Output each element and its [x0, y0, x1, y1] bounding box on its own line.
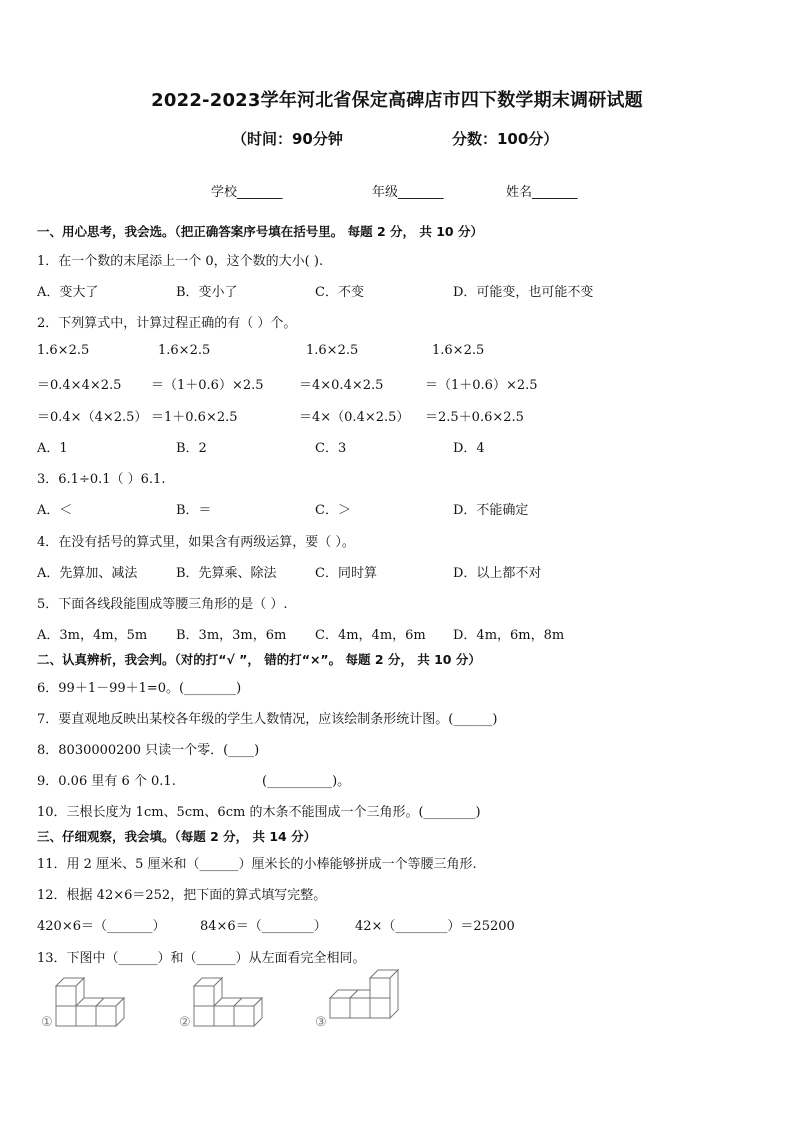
q5-option-a: A．3m，4m，5m: [37, 628, 148, 643]
q2-expr: 1.6×2.5: [158, 343, 211, 358]
question-9-blank: (__________)。: [262, 774, 351, 789]
figure-1-label: ①: [41, 1015, 53, 1030]
q2-expr: ＝0.4×4×2.5: [37, 378, 122, 393]
figure-2-cubes: [176, 975, 276, 1035]
exam-time: （时间：90分钟: [232, 130, 343, 148]
q1-option-c: C．不变: [315, 285, 364, 300]
question-6: 6．99＋1－99＋1=0。(________): [37, 681, 242, 696]
q3-option-c: C．＞: [315, 503, 351, 518]
q2-expr: 1.6×2.5: [432, 343, 485, 358]
q2-option-a: A．1: [37, 441, 68, 456]
q4-option-d: D．以上都不对: [453, 566, 542, 581]
q2-expr: ＝4×（0.4×2.5）: [299, 410, 410, 425]
q2-option-b: B．2: [176, 441, 207, 456]
q12-expr-c: 42×（________）＝25200: [355, 919, 515, 934]
name-field: 姓名_______: [506, 185, 578, 200]
q2-expr: ＝0.4×（4×2.5）: [37, 410, 148, 425]
q12-expr-a: 420×6＝（_______）: [37, 919, 166, 934]
section-1-heading: 一、用心思考，我会选。（把正确答案序号填在括号里。 每题 2 分， 共 10 分）: [37, 224, 483, 239]
question-4: 4．在没有括号的算式里，如果含有两级运算，要（ ）。: [37, 535, 355, 550]
page-title: 2022-2023学年河北省保定高碑店市四下数学期末调研试题: [151, 90, 643, 111]
q1-option-a: A．变大了: [37, 285, 99, 300]
figure-1-cubes: [38, 975, 138, 1035]
question-11: 11．用 2 厘米、5 厘米和（______）厘米长的小棒能够拼成一个等腰三角形.: [37, 857, 477, 872]
school-field: 学校_______: [211, 185, 283, 200]
figure-2-label: ②: [179, 1015, 191, 1030]
q3-option-b: B．＝: [176, 503, 212, 518]
q1-option-d: D．可能变，也可能不变: [453, 285, 594, 300]
exam-score: 分数：100分）: [452, 130, 559, 148]
q4-option-c: C．同时算: [315, 566, 377, 581]
q1-option-b: B．变小了: [176, 285, 238, 300]
q2-expr: 1.6×2.5: [37, 343, 90, 358]
q2-expr: ＝4×0.4×2.5: [299, 378, 384, 393]
q2-option-d: D．4: [453, 441, 485, 456]
section-3-heading: 三、仔细观察，我会填。（每题 2 分， 共 14 分）: [37, 829, 317, 844]
q2-option-c: C．3: [315, 441, 347, 456]
question-2: 2．下列算式中，计算过程正确的有（ ）个。: [37, 316, 297, 331]
question-1: 1．在一个数的末尾添上一个 0，这个数的大小( ).: [37, 254, 324, 269]
question-10: 10．三根长度为 1cm、5cm、6cm 的木条不能围成一个三角形。(________): [37, 805, 481, 820]
question-7: 7．要直观地反映出某校各年级的学生人数情况，应该绘制条形统计图。(______): [37, 712, 498, 727]
q4-option-b: B．先算乘、除法: [176, 566, 277, 581]
q2-expr: ＝1＋0.6×2.5: [151, 410, 238, 425]
question-8: 8．8030000200 只读一个零．(____): [37, 743, 260, 758]
q5-option-b: B．3m，3m，6m: [176, 628, 287, 643]
q5-option-c: C．4m，4m，6m: [315, 628, 426, 643]
q3-option-a: A．＜: [37, 503, 73, 518]
q12-expr-b: 84×6＝（________）: [200, 919, 327, 934]
question-13: 13．下图中（______）和（______）从左面看完全相同。: [37, 951, 366, 966]
q2-expr: ＝2.5＋0.6×2.5: [425, 410, 524, 425]
question-3: 3．6.1÷0.1（ ）6.1.: [37, 472, 166, 487]
question-12: 12．根据 42×6＝252，把下面的算式填写完整。: [37, 888, 327, 903]
q4-option-a: A．先算加、减法: [37, 566, 138, 581]
question-5: 5．下面各线段能围成等腰三角形的是（ ）.: [37, 597, 288, 612]
q2-expr: ＝（1＋0.6）×2.5: [151, 378, 264, 393]
figure-3-label: ③: [315, 1015, 327, 1030]
q2-expr: ＝（1＋0.6）×2.5: [425, 378, 538, 393]
q3-option-d: D．不能确定: [453, 503, 529, 518]
question-9: 9．0.06 里有 6 个 0.1.: [37, 774, 176, 789]
grade-field: 年级_______: [372, 185, 444, 200]
section-2-heading: 二、认真辨析，我会判。（对的打“√ ”， 错的打“×”。 每题 2 分， 共 10 分）: [37, 652, 481, 667]
figure-3-cubes: [312, 970, 412, 1035]
q5-option-d: D．4m，6m，8m: [453, 628, 565, 643]
q2-expr: 1.6×2.5: [306, 343, 359, 358]
